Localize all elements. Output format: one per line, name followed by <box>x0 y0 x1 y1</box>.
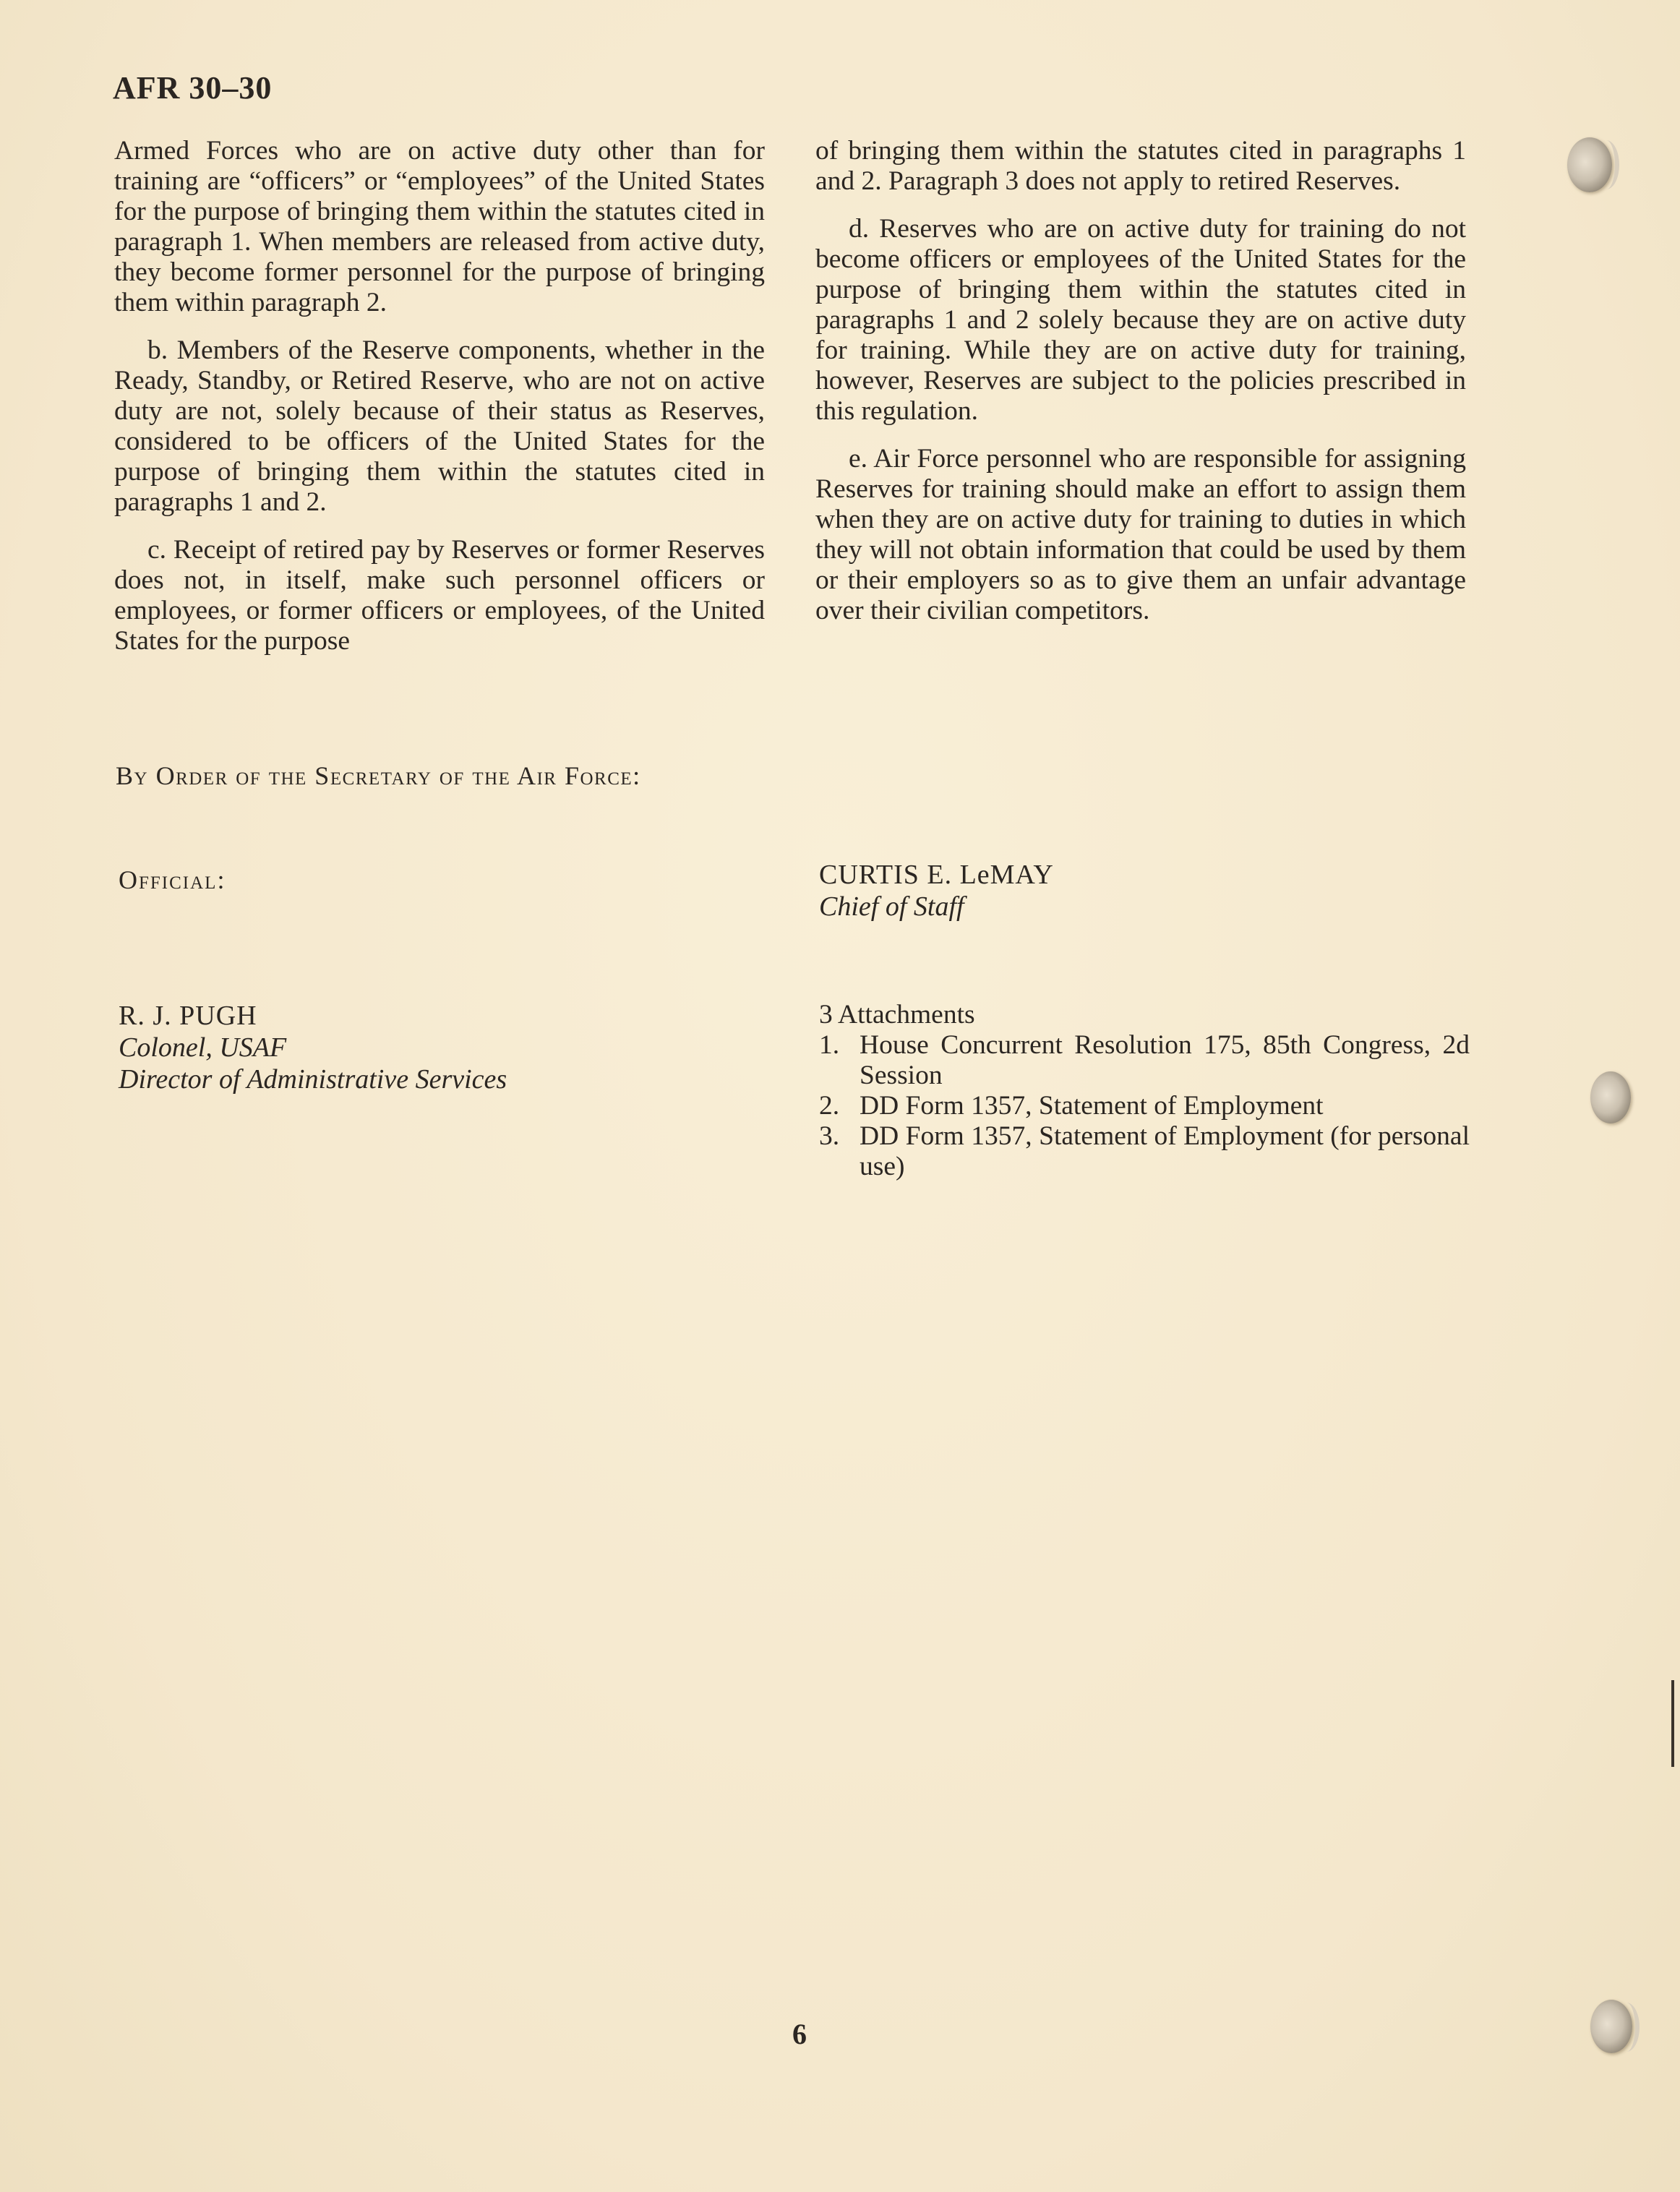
attachments-list <box>819 1030 1470 1182</box>
chief-signature-block <box>819 859 1054 922</box>
official-title: Director of Administrative Services <box>119 1064 507 1095</box>
chief-name: CURTIS E. LeMAY <box>819 860 1054 890</box>
punch-hole-icon <box>1567 137 1612 192</box>
paragraph-d: d. Reserves who are on active duty for training do not become officers or employees of the United States for the purpose of bringing them within the statutes cited in paragraphs 1 and 2 solely because they are on active duty for training. While they are on active duty for training, however, Reserves are subject to the policies prescribed in this regulation. <box>815 214 1466 426</box>
chief-title: Chief of Staff <box>819 891 964 922</box>
document-id-header: AFR 30–30 <box>113 70 273 106</box>
official-label: Official: <box>119 865 226 894</box>
punch-hole-icon <box>1590 2000 1632 2053</box>
paragraph-b: b. Members of the Reserve components, whether in the Ready, Standby, or Retired Reserve, who are not on active duty are not, solely because of their status as Reserves, considered to be officers of the United States for the purpose of bringing them within the statutes cited in paragraphs 1 and 2. <box>114 335 765 517</box>
attachments-block <box>819 1000 1470 1182</box>
attachment-item-1 <box>819 1030 1470 1091</box>
right-column <box>815 136 1466 643</box>
order-line: By Order of the Secretary of the Air Force: <box>116 761 641 790</box>
attachment-text: House Concurrent Resolution 175, 85th Congress, 2d Session <box>860 1030 1470 1090</box>
right-paragraph-continuation: of bringing them within the statutes cited in paragraphs 1 and 2. Paragraph 3 does not apply to retired Reserves. <box>815 136 1466 196</box>
attachment-item-2 <box>819 1091 1470 1121</box>
page-number: 6 <box>792 2018 807 2050</box>
punch-hole-icon <box>1590 1071 1631 1123</box>
attachment-text: DD Form 1357, Statement of Employment <box>860 1091 1324 1121</box>
attachment-number: 2. <box>819 1091 840 1121</box>
left-column <box>114 136 765 674</box>
attachment-number: 3. <box>819 1121 840 1151</box>
page-edge-mark <box>1671 1680 1674 1767</box>
official-signature-block <box>119 1000 507 1095</box>
attachment-number: 1. <box>819 1030 840 1060</box>
left-paragraph-continuation: Armed Forces who are on active duty other than for training are “officers” or “employees” of the United States for the purpose of bringing them within the statutes cited in paragraph 1. When members are released from active duty, they become former personnel for the purpose of bringing them within paragraph 2. <box>114 136 765 317</box>
paragraph-e: e. Air Force personnel who are responsible for assigning Reserves for training should make an effort to assign them when they are on active duty for training to duties in which they will not obtain information that could be used by them or their employers so as to give them an unfair advantage over their civilian competitors. <box>815 444 1466 625</box>
official-name: R. J. PUGH <box>119 1001 257 1031</box>
official-rank: Colonel, USAF <box>119 1032 287 1063</box>
paragraph-c: c. Receipt of retired pay by Reserves or former Reserves does not, in itself, make such personnel officers or employees, or former officers or employees, of the United States for the purpose <box>114 535 765 656</box>
attachment-item-3 <box>819 1121 1470 1182</box>
attachments-title: 3 Attachments <box>819 1000 975 1029</box>
attachment-text: DD Form 1357, Statement of Employment (for personal use) <box>860 1121 1470 1181</box>
